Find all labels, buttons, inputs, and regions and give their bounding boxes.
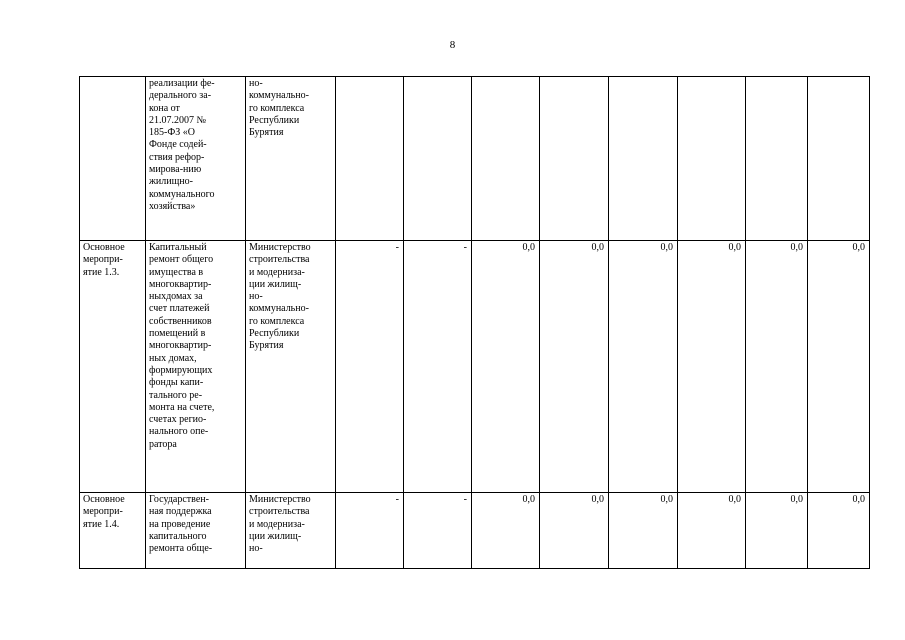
value-cell: [472, 77, 540, 241]
activity-code-cell: Основное меропри- ятие 1.4.: [80, 493, 146, 569]
activity-name-cell: реализации фе- дерального за- кона от 21.07.2007 № 185-ФЗ «О Фонде содей- ствия рефор- мирова-нию жилищно- коммунального хозяйства»: [146, 77, 246, 241]
value-cell: 0,0: [678, 493, 746, 569]
value-cell: 0,0: [472, 493, 540, 569]
value-cell: [678, 77, 746, 241]
program-activities-table: [79, 76, 870, 569]
value-cell: -: [404, 493, 472, 569]
activity-executor-cell: но- коммунально- го комплекса Республики Бурятия: [246, 77, 336, 241]
value-cell: [404, 77, 472, 241]
value-cell: 0,0: [540, 241, 609, 493]
value-cell: 0,0: [609, 493, 678, 569]
value-cell: -: [336, 241, 404, 493]
value-cell: 0,0: [808, 493, 870, 569]
value-cell: [540, 77, 609, 241]
activity-code-cell: Основное меропри- ятие 1.3.: [80, 241, 146, 493]
value-cell: -: [404, 241, 472, 493]
page-number: 8: [449, 39, 456, 51]
value-cell: 0,0: [746, 493, 808, 569]
value-cell: [336, 77, 404, 241]
value-cell: [609, 77, 678, 241]
value-cell: 0,0: [808, 241, 870, 493]
value-cell: 0,0: [678, 241, 746, 493]
table-row: [80, 77, 870, 241]
activity-executor-cell: Министерство строительства и модерниза- ции жилищ- но- коммунально- го комплекса Республики Бурятия: [246, 241, 336, 493]
value-cell: [746, 77, 808, 241]
value-cell: 0,0: [472, 241, 540, 493]
table-row: [80, 241, 870, 493]
activity-executor-cell: Министерство строительства и модерниза- ции жилищ- но-: [246, 493, 336, 569]
value-cell: -: [336, 493, 404, 569]
activity-name-cell: Государствен- ная поддержка на проведение капитального ремонта обще-: [146, 493, 246, 569]
activity-code-cell: [80, 77, 146, 241]
value-cell: 0,0: [746, 241, 808, 493]
value-cell: [808, 77, 870, 241]
value-cell: 0,0: [540, 493, 609, 569]
value-cell: 0,0: [609, 241, 678, 493]
table-row: [80, 493, 870, 569]
activity-name-cell: Капитальный ремонт общего имущества в многоквартир- ныхдомах за счет платежей собственников помещений в многоквартир- ных домах, формирующих фонды капи- тального ре- монта на счете, счетах регио- нального опе- ратора: [146, 241, 246, 493]
